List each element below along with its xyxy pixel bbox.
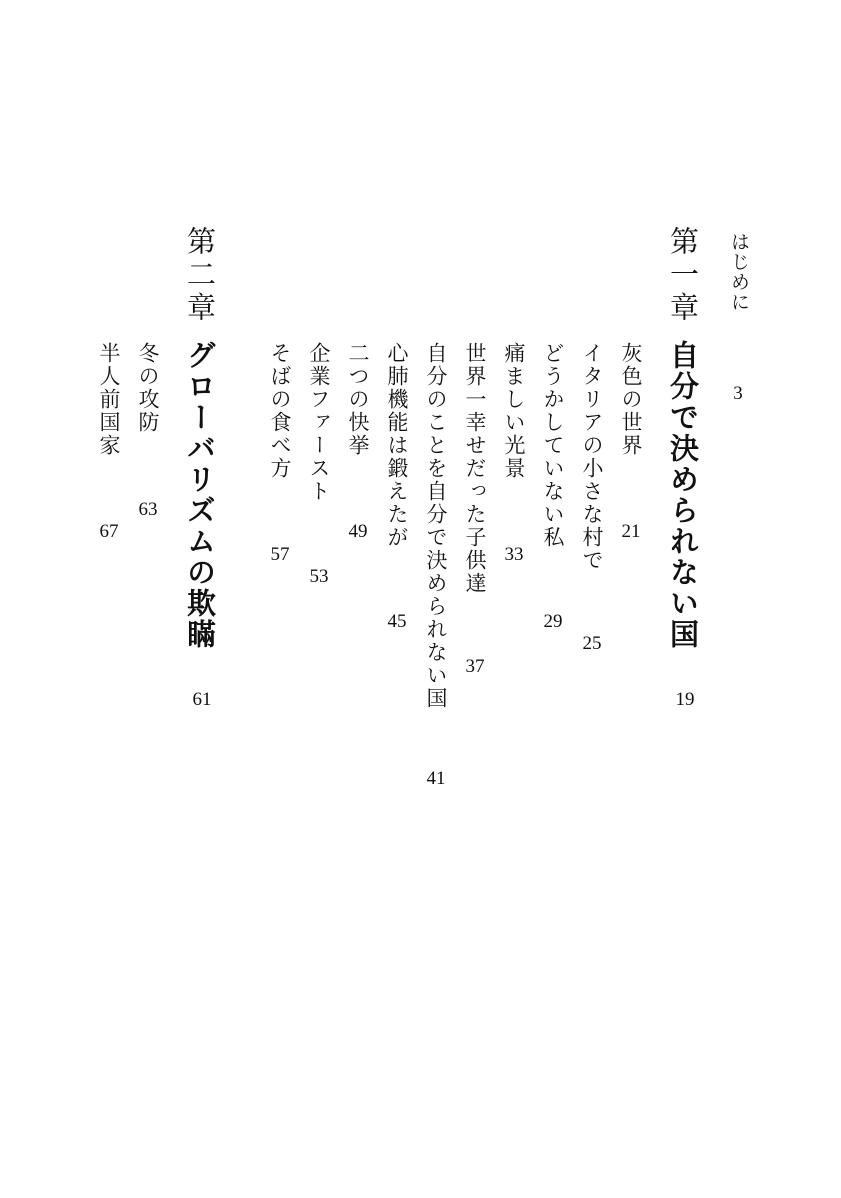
section-page-number: 33 xyxy=(504,544,524,565)
section-title: 冬の攻防 xyxy=(136,342,160,434)
section-page-number: 45 xyxy=(387,611,407,632)
section-page-number: 49 xyxy=(348,521,368,542)
section-title: 半人前国家 xyxy=(97,342,121,457)
section-page-number: 37 xyxy=(465,656,485,677)
section-title: イタリアの小さな村で xyxy=(580,342,604,572)
section-title: 痛ましい光景 xyxy=(502,342,526,480)
section-title: 世界一幸せだった子供達 xyxy=(463,342,487,595)
section-title: 心肺機能は鍛えたが xyxy=(385,342,409,549)
section-page-number: 53 xyxy=(309,566,329,587)
chapter-1-page-number: 19 xyxy=(675,689,695,710)
chapter-2-title: グローバリズムの欺瞞 xyxy=(183,340,217,650)
section-page-number: 67 xyxy=(99,521,119,542)
section-title: 二つの快挙 xyxy=(346,342,370,457)
section-page-number: 57 xyxy=(270,544,290,565)
chapter-2-page-number: 61 xyxy=(192,689,212,710)
section-page-number: 25 xyxy=(582,633,602,654)
section-page-number: 21 xyxy=(621,521,641,542)
section-page-number: 41 xyxy=(426,768,446,789)
section-title: 自分のことを自分で決められない国 xyxy=(424,342,448,710)
intro-page-number: 3 xyxy=(733,383,743,404)
chapter-2-label: 第二章 xyxy=(183,226,217,325)
section-page-number: 63 xyxy=(138,499,158,520)
section-title: 企業ファースト xyxy=(307,342,331,503)
section-title: どうかしていない私 xyxy=(541,342,565,549)
chapter-1-title: 自分で決められない国 xyxy=(666,340,700,650)
section-title: そばの食べ方 xyxy=(268,342,292,480)
intro-title: はじめに xyxy=(728,232,750,312)
chapter-1-label: 第一章 xyxy=(666,226,700,325)
section-page-number: 29 xyxy=(543,611,563,632)
section-title: 灰色の世界 xyxy=(619,342,643,457)
